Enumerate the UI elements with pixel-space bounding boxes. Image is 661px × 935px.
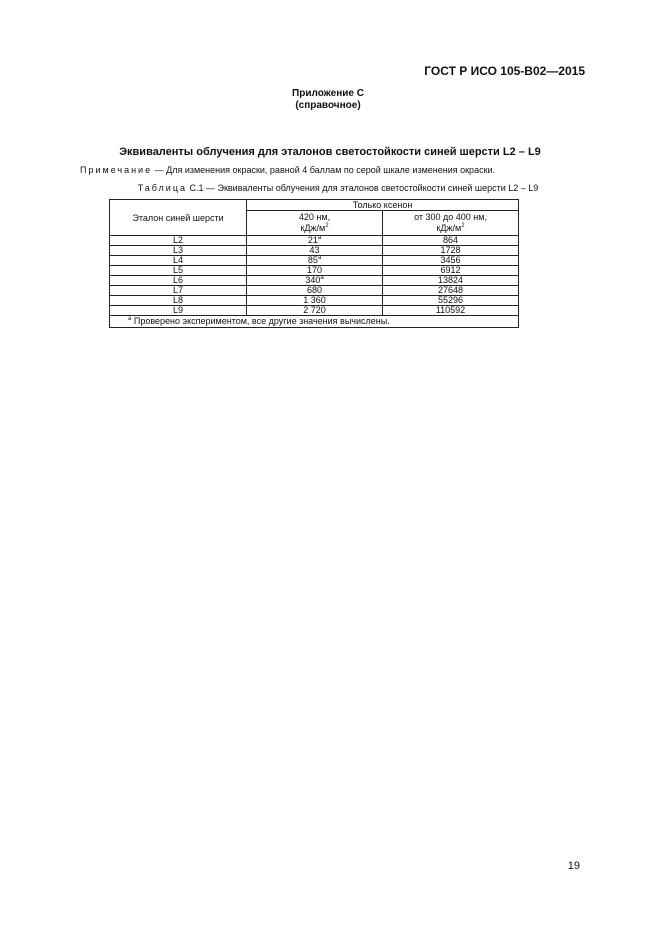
table-footnote-row [110, 316, 519, 328]
appendix-title: Приложение С [292, 88, 364, 99]
table-header-row [110, 200, 519, 211]
table-row [110, 236, 519, 246]
cell-standard: L6 [110, 276, 247, 286]
cell-420nm: 1 360 [247, 296, 383, 306]
header-group: Только ксенон [247, 200, 519, 211]
exposure-table [109, 199, 519, 328]
table-row [110, 276, 519, 286]
table-caption-label: Таблица [137, 183, 187, 193]
header-300-400nm-unit: кДж/$м^2$ [436, 223, 465, 233]
table-row [110, 246, 519, 256]
table-row [110, 296, 519, 306]
appendix-heading [220, 88, 436, 112]
cell-420nm: $340^а$ [247, 276, 383, 286]
cell-300-400nm: 55296 [383, 296, 519, 306]
cell-standard: L9 [110, 306, 247, 316]
cell-420nm: 680 [247, 286, 383, 296]
section-title: Эквиваленты облучения для эталонов светостойкости синей шерсти L2 – L9 [119, 146, 541, 158]
header-300-400nm [383, 211, 519, 236]
cell-300-400nm: 110592 [383, 306, 519, 316]
table-row [110, 286, 519, 296]
header-420nm [247, 211, 383, 236]
cell-standard: L7 [110, 286, 247, 296]
note-label: Примечание [80, 165, 153, 175]
header-420nm-unit: кДж/$м^2$ [300, 223, 329, 233]
table-caption [60, 183, 616, 193]
cell-420nm: 43 [247, 246, 383, 256]
cell-standard: L2 [110, 236, 247, 246]
cell-300-400nm: 864 [383, 236, 519, 246]
cell-300-400nm: 13824 [383, 276, 519, 286]
cell-300-400nm: 6912 [383, 266, 519, 276]
header-420nm-label: 420 нм, [298, 212, 331, 222]
cell-420nm: 170 [247, 266, 383, 276]
note-text: — Для изменения окраски, равной 4 баллам по серой шкале изменения окраски. [152, 165, 496, 175]
footnote-mark: а [320, 275, 324, 281]
table-row [110, 256, 519, 266]
page-number: 19 [567, 860, 580, 872]
header-standard: Эталон синей шерсти [110, 200, 247, 236]
cell-420nm: $21^а$ [247, 236, 383, 246]
appendix-subtitle: (справочное) [295, 100, 361, 111]
table-row [110, 306, 519, 316]
cell-300-400nm: 3456 [383, 256, 519, 266]
cell-300-400nm: 1728 [383, 246, 519, 256]
cell-standard: L5 [110, 266, 247, 276]
table-footnote: $^а$ Проверено экспериментом, все другие значения вычислены. [110, 316, 519, 328]
header-300-400nm-label: от 300 до 400 нм, [414, 212, 487, 222]
table-caption-text: С.1 — Эквиваленты облучения для эталонов светостойкости синей шерсти L2 – L9 [186, 183, 539, 193]
cell-standard: L3 [110, 246, 247, 256]
document-code: ГОСТ Р ИСО 105-В02—2015 [424, 64, 585, 78]
note [80, 165, 600, 175]
cell-420nm: 2 720 [247, 306, 383, 316]
cell-300-400nm: 27648 [383, 286, 519, 296]
table-row [110, 266, 519, 276]
footnote-mark: а [317, 255, 322, 261]
footnote-mark: а [317, 235, 322, 241]
cell-standard: L4 [110, 256, 247, 266]
cell-420nm: $85^а$ [247, 256, 383, 266]
cell-standard: L8 [110, 296, 247, 306]
